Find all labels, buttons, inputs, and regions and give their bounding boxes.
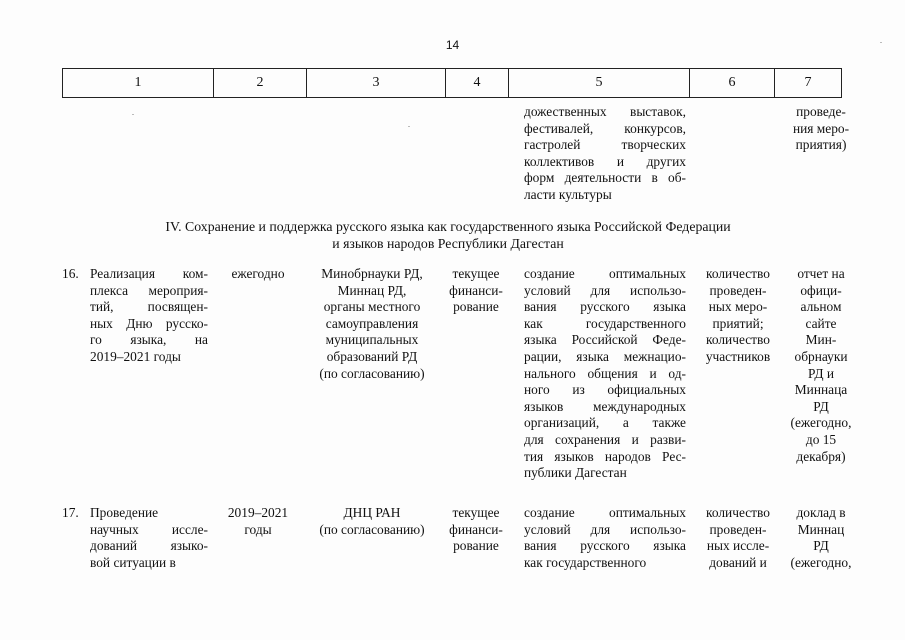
column-number-header <box>62 68 842 98</box>
column-header-4: 4 <box>446 69 509 98</box>
text-line: научных иссле- <box>90 521 208 537</box>
text-line: (по согласованию) <box>319 521 425 537</box>
row-16-report <box>784 266 858 465</box>
text-line: дований и <box>709 554 767 570</box>
text-line: форм деятельности в об- <box>524 170 686 186</box>
text-line: рации, языка межнацио- <box>524 348 686 364</box>
column-header-7: 7 <box>775 69 842 98</box>
text-line: 2019–2021 <box>227 505 289 520</box>
text-line: вания русского языка <box>524 538 686 554</box>
text-line: рование <box>453 299 499 315</box>
text-line: дований языко- <box>90 538 208 554</box>
text-line: альном <box>800 299 842 315</box>
text-line: количество <box>706 505 770 520</box>
text-line: Миннаца <box>794 382 848 398</box>
page-number: 14 <box>445 38 460 52</box>
text-line: образований РД <box>326 348 418 364</box>
column-header-3: 3 <box>307 69 446 98</box>
text-line: для сохранения и разви- <box>524 431 686 447</box>
text-line: самоуправления <box>325 315 419 331</box>
text-line: (ежегодно, <box>790 415 852 431</box>
text-line: условий для использо- <box>524 521 686 537</box>
column-header-5: 5 <box>509 69 690 98</box>
text-line: Реализация ком- <box>90 266 208 281</box>
text-line: как государственного <box>524 315 686 331</box>
text-line: рование <box>453 538 499 554</box>
text-line: тия языков народов Рес- <box>524 448 686 464</box>
column-header-1: 1 <box>63 69 214 98</box>
row-number-17: 17. <box>62 505 79 520</box>
text-line: проведен- <box>709 282 767 298</box>
text-line: доклад в <box>796 505 846 520</box>
text-line: ных Дню русско- <box>90 315 208 331</box>
text-line: текущее <box>452 266 500 281</box>
text-line: Миннац РД, <box>337 282 407 298</box>
text-line: языка Российской Феде- <box>524 332 686 348</box>
text-line: дожественных выставок, <box>524 104 686 119</box>
row-16-goal <box>524 266 686 482</box>
section-title <box>62 218 834 252</box>
row-16-indicator <box>696 266 780 366</box>
text-line: нального общения и од- <box>524 365 686 381</box>
text-line: языков международных <box>524 398 686 414</box>
text-line: тий, посвящен- <box>90 299 208 315</box>
text-line: муниципальных <box>325 332 419 348</box>
text-line: (ежегодно, <box>790 554 852 570</box>
text-line: ных меро- <box>708 299 768 315</box>
scan-speck <box>880 42 882 43</box>
row-17-term <box>215 505 301 538</box>
text-line: ного из официальных <box>524 382 686 398</box>
text-line: и языков народов Республики Дагестан <box>332 236 564 251</box>
text-line: организаций, а также <box>524 415 686 431</box>
row-16-event-name <box>90 266 208 366</box>
text-line: (по согласованию) <box>319 365 425 381</box>
text-line: органы местного <box>323 299 421 315</box>
text-line: РД <box>813 398 829 414</box>
text-line: обрнауки <box>794 348 848 364</box>
text-line: финанси- <box>449 521 503 537</box>
text-line: ежегодно <box>231 266 285 281</box>
row-17-indicator <box>696 505 780 571</box>
text-line: вой ситуации в <box>90 554 176 570</box>
text-line: декабря) <box>796 448 846 464</box>
text-line: публики Дагестан <box>524 465 627 481</box>
text-line: РД <box>813 538 829 554</box>
text-line: отчет на <box>797 266 845 281</box>
row-17-executor <box>306 505 438 538</box>
text-line: количество <box>706 266 770 281</box>
column-header-2: 2 <box>214 69 307 98</box>
text-line: Минобрнауки РД, <box>321 266 423 281</box>
text-line: участников <box>705 348 771 364</box>
continued-goal-text <box>524 104 686 204</box>
text-line: Мин- <box>805 332 837 348</box>
text-line: IV. Сохранение и поддержка русского языка как государственного языка Российской Федерации <box>165 219 731 234</box>
text-line: приятия) <box>795 137 847 153</box>
row-16-funding <box>446 266 506 316</box>
text-line: Проведение <box>90 505 159 520</box>
text-line: условий для использо- <box>524 282 686 298</box>
text-line: РД и <box>807 365 835 381</box>
text-line: 2019–2021 годы <box>90 348 181 364</box>
text-line: вания русского языка <box>524 299 686 315</box>
text-line: ния меро- <box>792 120 850 136</box>
scan-speck <box>132 114 134 115</box>
text-line: фестивалей, конкурсов, <box>524 120 686 136</box>
row-17-report <box>784 505 858 571</box>
text-line: приятий; <box>712 315 764 331</box>
text-line: финанси- <box>449 282 503 298</box>
text-line: до 15 <box>805 431 837 447</box>
text-line: сайте <box>805 315 837 331</box>
text-line: Миннац <box>797 521 845 537</box>
text-line: проведен- <box>709 521 767 537</box>
row-17-funding <box>446 505 506 555</box>
text-line: проведе- <box>796 104 846 119</box>
text-line: гастролей творческих <box>524 137 686 153</box>
text-line: офици- <box>800 282 842 298</box>
row-16-executor <box>306 266 438 382</box>
row-16-term <box>215 266 301 283</box>
text-line: ласти культуры <box>524 186 612 202</box>
text-line: годы <box>244 521 272 537</box>
text-line: коллективов и других <box>524 153 686 169</box>
continued-report-text <box>784 104 858 154</box>
text-line: плекса мероприя- <box>90 282 208 298</box>
row-number-16: 16. <box>62 266 79 281</box>
row-17-event-name <box>90 505 208 571</box>
row-17-goal <box>524 505 686 571</box>
column-header-6: 6 <box>690 69 775 98</box>
text-line: текущее <box>452 505 500 520</box>
text-line: го языка, на <box>90 332 208 348</box>
text-line: ных иссле- <box>706 538 770 554</box>
text-line: ДНЦ РАН <box>343 505 401 520</box>
text-line: количество <box>706 332 770 348</box>
text-line: создание оптимальных <box>524 505 686 520</box>
text-line: создание оптимальных <box>524 266 686 281</box>
scan-speck <box>408 126 410 127</box>
text-line: как государственного <box>524 554 647 570</box>
